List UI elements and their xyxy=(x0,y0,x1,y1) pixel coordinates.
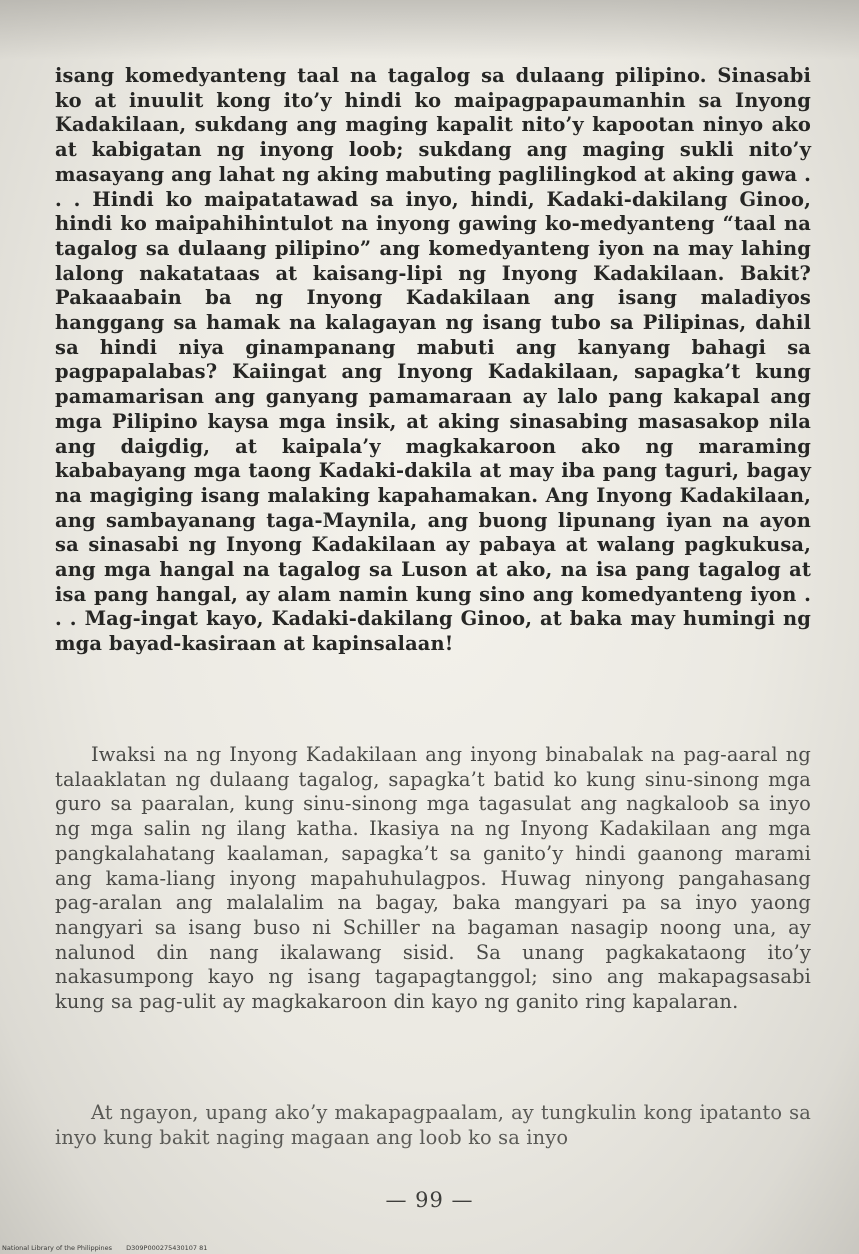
body-text-section-2 xyxy=(55,743,811,1015)
paragraph-at-ngayon: At ngayon, upang ako’y makapagpaalam, ay tungkulin kong ipatanto sa inyo kung bakit naging magaan ang loob ko sa inyo xyxy=(55,1101,811,1149)
paragraph-continuation: isang komedyanteng taal na tagalog sa dulaang pilipino. Sinasabi ko at inuulit kong ito’y hindi ko maipagpapaumanhin sa Inyong Kadakilaan, sukdang ang maging kapalit nito’y kapootan ninyo ako at kabigatan ng inyong loob; sukdang ang maging sukli nito’y masayang ang lahat ng aking mabuting paglilingkod at aking gawa . . . Hindi ko maipatatawad sa inyo, hindi, Kadaki-dakilang Ginoo, hindi ko maipahihintulot na inyong gawing ko-medyanteng “taal na tagalog sa dulaang pilipino” ang komedyanteng iyon na may lahing lalong nakatataas at kaisang-lipi ng Inyong Kadakilaan. Bakit? Pakaaabain ba ng Inyong Kadakilaan ang isang maladiyos hanggang sa hamak na kalagayan ng isang tubo sa Pilipinas, dahil sa hindi niya ginampanang mabuti ang kanyang bahagi sa pagpapalabas? Kaiingat ang Inyong Kadakilaan, sapagka’t kung pamamarisan ang ganyang pamamaraan ay lalo pang kakapal ang mga Pilipino kaysa mga insik, at aking sinasabing masasakop nila ang daigdig, at kaipala’y magkakaroon ako ng maraming kababayang mga taong Kadaki-dakila at may iba pang taguri, bagay na magiging isang malaking kapahamakan. Ang Inyong Kadakilaan, ang sambayanang taga-Maynila, ang buong lipunang iyan na ayon sa sinasabi ng Inyong Kadakilaan ay pabaya at walang pagkukusa, ang mga hangal na tagalog sa Luson at ako, na isa pang tagalog at isa pang hangal, ay alam namin kung sino ang komedyanteng iyon . . . Mag-ingat kayo, Kadaki-dakilang Ginoo, at baka may humingi ng mga bayad-kasiraan at kapinsalaan! xyxy=(55,64,811,656)
library-source: National Library of the Philippines xyxy=(2,1244,113,1252)
page-number: — 99 — xyxy=(385,1188,474,1212)
scan-footer xyxy=(2,1244,219,1252)
scan-identifier: D309P000275430107 81 xyxy=(126,1244,208,1252)
body-text-section-3 xyxy=(55,1101,811,1150)
body-text-bold-section xyxy=(55,64,811,657)
paragraph-iwaksi: Iwaksi na ng Inyong Kadakilaan ang inyong binabalak na pag-aaral ng talaaklatan ng dulaang tagalog, sapagka’t batid ko kung sinu-sinong mga guro sa paaralan, kung sinu-sinong mga tagasulat ang nagkaloob sa inyo ng mga salin ng ilang katha. Ikasiya na ng Inyong Kadakilaan ang mga pangkalahatang kaalaman, sapagka’t sa ganito’y hindi gaanong marami ang kama-liang inyong mapahuhulagpos. Huwag ninyong pangahasang pag-aralan ang malalalim na bagay, baka mangyari pa sa inyo yaong nangyari sa isang buso ni Schiller na bagaman nasagip noong una, ay nalunod din nang ikalawang sisid. Sa unang pagkakataong ito’y nakasumpong kayo ng isang tagapagtanggol; sino ang makapagsasabi kung sa pag-ulit ay magkakaroon din kayo ng ganito ring kapalaran. xyxy=(55,743,811,1014)
